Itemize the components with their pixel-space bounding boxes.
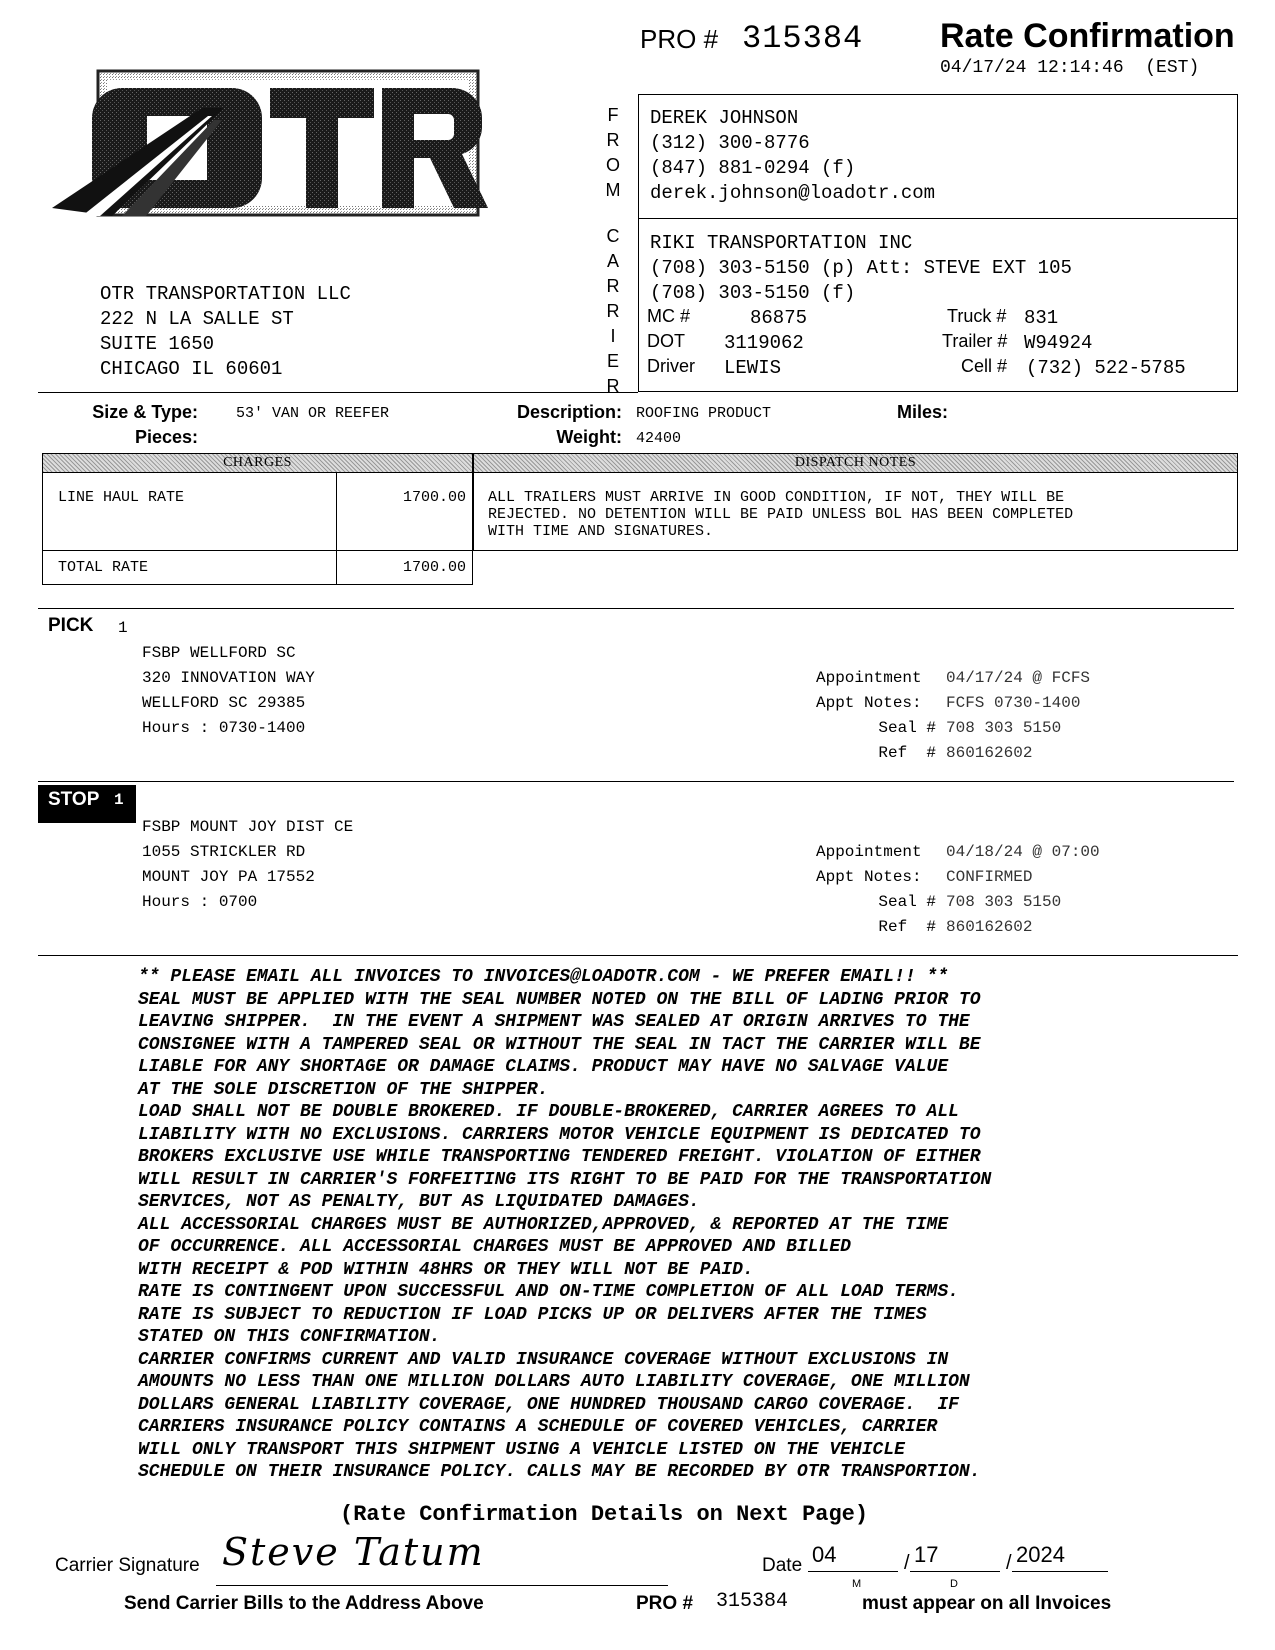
terms-line: LEAVING SHIPPER. IN THE EVENT A SHIPMENT WAS SEALED AT ORIGIN ARRIVES TO THE <box>138 1012 970 1032</box>
terms-line: WILL ONLY TRANSPORT THIS SHIPMENT USING A VEHICLE LISTED ON THE VEHICLE <box>138 1439 905 1460</box>
send-bills-note: Send Carrier Bills to the Address Above <box>124 1593 484 1614</box>
total-rate-amount: 1700.00 <box>402 559 466 576</box>
month-caption: M <box>852 1578 862 1590</box>
description-label: Description: <box>516 402 622 422</box>
pick-appt-value: 04/17/24 @ FCFS <box>946 669 1091 687</box>
pick-address <box>142 641 315 741</box>
column-divider <box>336 472 337 585</box>
company-street: 222 N LA SALLE ST <box>100 308 294 330</box>
cell-number: (732) 522-5785 <box>1026 357 1186 379</box>
pick-hours: Hours : 0730-1400 <box>142 719 306 737</box>
stop-hours: Hours : 0700 <box>142 893 258 911</box>
note-line: WITH TIME AND SIGNATURES. <box>488 523 714 540</box>
signature-line <box>216 1585 668 1586</box>
charges-header: CHARGES <box>43 454 472 472</box>
terms-line: SERVICES, NOT AS PENALTY, BUT AS LIQUIDATED DAMAGES. <box>138 1192 700 1212</box>
divider <box>638 218 1238 219</box>
from-contact <box>650 106 935 206</box>
truck-label: Truck # <box>947 306 1007 326</box>
note-line: ALL TRAILERS MUST ARRIVE IN GOOD CONDITION, IF NOT, THEY WILL BE <box>488 489 1065 506</box>
from-name: DEREK JOHNSON <box>650 107 799 129</box>
stop-number: 1 <box>114 791 124 809</box>
letter: O <box>605 155 620 175</box>
pick-appt-label: Appointment <box>816 669 922 687</box>
date-label: Date <box>762 1555 803 1576</box>
terms-line: RATE IS CONTINGENT UPON SUCCESSFUL AND ON-TIME COMPLETION OF ALL LOAD TERMS. <box>138 1282 959 1302</box>
terms-line: WILL RESULT IN CARRIER'S FORFEITING ITS RIGHT TO BE PAID FOR THE TRANSPORTATION <box>138 1169 992 1190</box>
terms-line: AMOUNTS NO LESS THAN ONE MILLION DOLLARS AUTO LIABILITY COVERAGE, ONE MILLION <box>138 1372 970 1392</box>
pick-name: FSBP WELLFORD SC <box>142 644 296 662</box>
signature-label: Carrier Signature <box>55 1555 200 1576</box>
date-day: 17 <box>914 1542 939 1567</box>
divider <box>38 955 1238 956</box>
terms-line: CONSIGNEE WITH A TAMPERED SEAL OR WITHOUT THE SEAL IN TACT THE CARRIER WILL BE <box>138 1034 981 1055</box>
footer-pro-number: 315384 <box>716 1590 789 1613</box>
stop-name: FSBP MOUNT JOY DIST CE <box>142 818 354 836</box>
stop-notes-value: CONFIRMED <box>946 868 1033 886</box>
terms-line: WITH RECEIPT & POD WITHIN 48HRS OR THEY WILL NOT BE PAID. <box>138 1259 754 1280</box>
company-name: OTR TRANSPORTATION LLC <box>100 283 351 305</box>
terms-line: ALL ACCESSORIAL CHARGES MUST BE AUTHORIZED,APPROVED, & REPORTED AT THE TIME <box>138 1214 949 1235</box>
pick-street: 320 INNOVATION WAY <box>142 669 315 687</box>
stop-seal-value: 708 303 5150 <box>946 893 1062 911</box>
pick-seal-value: 708 303 5150 <box>946 719 1062 737</box>
pieces-label: Pieces: <box>134 427 198 447</box>
company-city: CHICAGO IL 60601 <box>100 358 283 380</box>
carrier-name: RIKI TRANSPORTATION INC <box>650 232 913 254</box>
size-type-value: 53' VAN OR REEFER <box>236 405 390 422</box>
stop-ref-value: 860162602 <box>946 918 1033 936</box>
date-month: 04 <box>812 1542 837 1567</box>
next-page-note: (Rate Confirmation Details on Next Page) <box>340 1502 869 1527</box>
weight-label: Weight: <box>556 427 622 447</box>
company-suite: SUITE 1650 <box>100 333 215 355</box>
carrier-vertical-label <box>598 224 628 399</box>
terms-line: LIABILITY WITH NO EXCLUSIONS. CARRIERS MOTOR VEHICLE EQUIPMENT IS DEDICATED TO <box>138 1124 981 1145</box>
day-line <box>910 1571 1000 1572</box>
line-haul-label: LINE HAUL RATE <box>58 489 185 506</box>
dispatch-notes-header: DISPATCH NOTES <box>474 454 1237 472</box>
driver-name: LEWIS <box>724 357 782 379</box>
stop-seal-label: Seal # <box>878 893 936 911</box>
terms-line: AT THE SOLE DISCRETION OF THE SHIPPER. <box>138 1079 549 1100</box>
must-appear-note: must appear on all Invoices <box>862 1593 1112 1614</box>
carrier-fax: (708) 303-5150 (f) <box>650 282 856 304</box>
from-vertical-label <box>598 103 628 203</box>
dot-label: DOT <box>647 331 685 351</box>
letter: R <box>606 276 620 296</box>
from-email: derek.johnson@loadotr.com <box>650 182 936 204</box>
divider <box>38 392 638 393</box>
terms-line: RATE IS SUBJECT TO REDUCTION IF LOAD PICKS UP OR DELIVERS AFTER THE TIMES <box>138 1304 927 1325</box>
terms-line: STATED ON THIS CONFIRMATION. <box>138 1327 441 1347</box>
note-line: REJECTED. NO DETENTION WILL BE PAID UNLESS BOL HAS BEEN COMPLETED <box>488 506 1074 523</box>
page-title: Rate Confirmation <box>940 17 1235 55</box>
letter: F <box>607 105 619 125</box>
stop-appt-value: 04/18/24 @ 07:00 <box>946 843 1100 861</box>
total-rate-label: TOTAL RATE <box>58 559 149 576</box>
trailer-number: W94924 <box>1024 332 1093 354</box>
terms-line: SCHEDULE ON THEIR INSURANCE POLICY. CALLS MAY BE RECORDED BY OTR TRANSPORTION. <box>138 1462 981 1482</box>
terms-line: DOLLARS GENERAL LIABILITY COVERAGE, ONE HUNDRED THOUSAND CARGO COVERAGE. IF <box>138 1394 959 1415</box>
size-type-label: Size & Type: <box>92 402 198 422</box>
stop-ref-label: Ref # <box>878 918 936 936</box>
carrier-signature: Steve Tatum <box>222 1530 485 1574</box>
line-haul-amount: 1700.00 <box>402 489 466 506</box>
dispatch-notes-text <box>488 489 1073 540</box>
letter: R <box>606 376 620 396</box>
carrier-contact <box>650 231 1072 306</box>
terms-and-conditions <box>138 966 1238 1484</box>
pick-notes-value: FCFS 0730-1400 <box>946 694 1081 712</box>
dot-number: 3119062 <box>724 332 804 354</box>
divider <box>38 608 1234 609</box>
cell-label: Cell # <box>961 356 1008 376</box>
timestamp: 04/17/24 12:14:46 (EST) <box>940 58 1200 78</box>
stop-address <box>142 815 353 915</box>
pick-title: PICK <box>48 615 94 636</box>
from-phone: (312) 300-8776 <box>650 132 810 154</box>
divider <box>42 550 473 551</box>
terms-line: OF OCCURRENCE. ALL ACCESSORIAL CHARGES MUST BE APPROVED AND BILLED <box>138 1237 851 1257</box>
letter: A <box>606 251 619 271</box>
miles-label: Miles: <box>896 402 948 422</box>
terms-line: BROKERS EXCLUSIVE USE WHILE TRANSPORTING TENDERED FREIGHT. VIOLATION OF EITHER <box>138 1147 981 1167</box>
description-value: ROOFING PRODUCT <box>636 405 772 422</box>
pro-number: 315384 <box>742 20 864 57</box>
carrier-phone: (708) 303-5150 (p) Att: STEVE EXT 105 <box>650 257 1072 279</box>
pick-notes-label: Appt Notes: <box>816 694 922 712</box>
date-year: 2024 <box>1016 1542 1065 1567</box>
pick-ref-label: Ref # <box>878 744 936 762</box>
letter: E <box>606 351 619 371</box>
company-address <box>100 282 351 382</box>
pick-number: 1 <box>118 619 128 637</box>
letter: C <box>606 226 620 246</box>
letter: R <box>606 130 620 150</box>
mc-label: MC # <box>647 306 691 326</box>
from-fax: (847) 881-0294 (f) <box>650 157 856 179</box>
stop-notes-label: Appt Notes: <box>816 868 922 886</box>
stop-appt-label: Appointment <box>816 843 922 861</box>
road-logo-icon <box>52 68 502 220</box>
letter: I <box>610 326 616 346</box>
terms-line: CARRIERS INSURANCE POLICY CONTAINS A SCHEDULE OF COVERED VEHICLES, CARRIER <box>138 1417 938 1437</box>
footer-pro-label: PRO # <box>636 1593 694 1614</box>
terms-line: LIABLE FOR ANY SHORTAGE OR DAMAGE CLAIMS. PRODUCT MAY HAVE NO SALVAGE VALUE <box>138 1057 949 1077</box>
divider <box>38 781 1234 782</box>
pick-seal-label: Seal # <box>878 719 936 737</box>
divider <box>473 472 1238 473</box>
year-line <box>1012 1571 1108 1572</box>
date-slash: / <box>904 1552 910 1574</box>
pick-ref-value: 860162602 <box>946 744 1033 762</box>
stop-title: STOP <box>48 789 100 810</box>
pro-label: PRO # <box>640 24 719 54</box>
truck-number: 831 <box>1024 307 1059 329</box>
stop-street: 1055 STRICKLER RD <box>142 843 306 861</box>
divider <box>42 472 473 473</box>
month-line <box>808 1571 898 1572</box>
terms-line: CARRIER CONFIRMS CURRENT AND VALID INSURANCE COVERAGE WITHOUT EXCLUSIONS IN <box>138 1349 949 1370</box>
terms-line: SEAL MUST BE APPLIED WITH THE SEAL NUMBER NOTED ON THE BILL OF LADING PRIOR TO <box>138 989 981 1010</box>
mc-number: 86875 <box>750 307 808 329</box>
trailer-label: Trailer # <box>942 331 1008 351</box>
terms-line: ** PLEASE EMAIL ALL INVOICES TO INVOICES@LOADOTR.COM - WE PREFER EMAIL!! ** <box>138 967 949 987</box>
weight-value: 42400 <box>636 430 682 447</box>
terms-line: LOAD SHALL NOT BE DOUBLE BROKERED. IF DOUBLE-BROKERED, CARRIER AGREES TO ALL <box>138 1102 959 1122</box>
stop-city: MOUNT JOY PA 17552 <box>142 868 315 886</box>
day-caption: D <box>950 1578 958 1590</box>
letter: M <box>605 180 621 200</box>
letter: R <box>606 301 620 321</box>
driver-label: Driver <box>647 356 695 376</box>
pick-city: WELLFORD SC 29385 <box>142 694 306 712</box>
date-slash: / <box>1006 1552 1012 1574</box>
